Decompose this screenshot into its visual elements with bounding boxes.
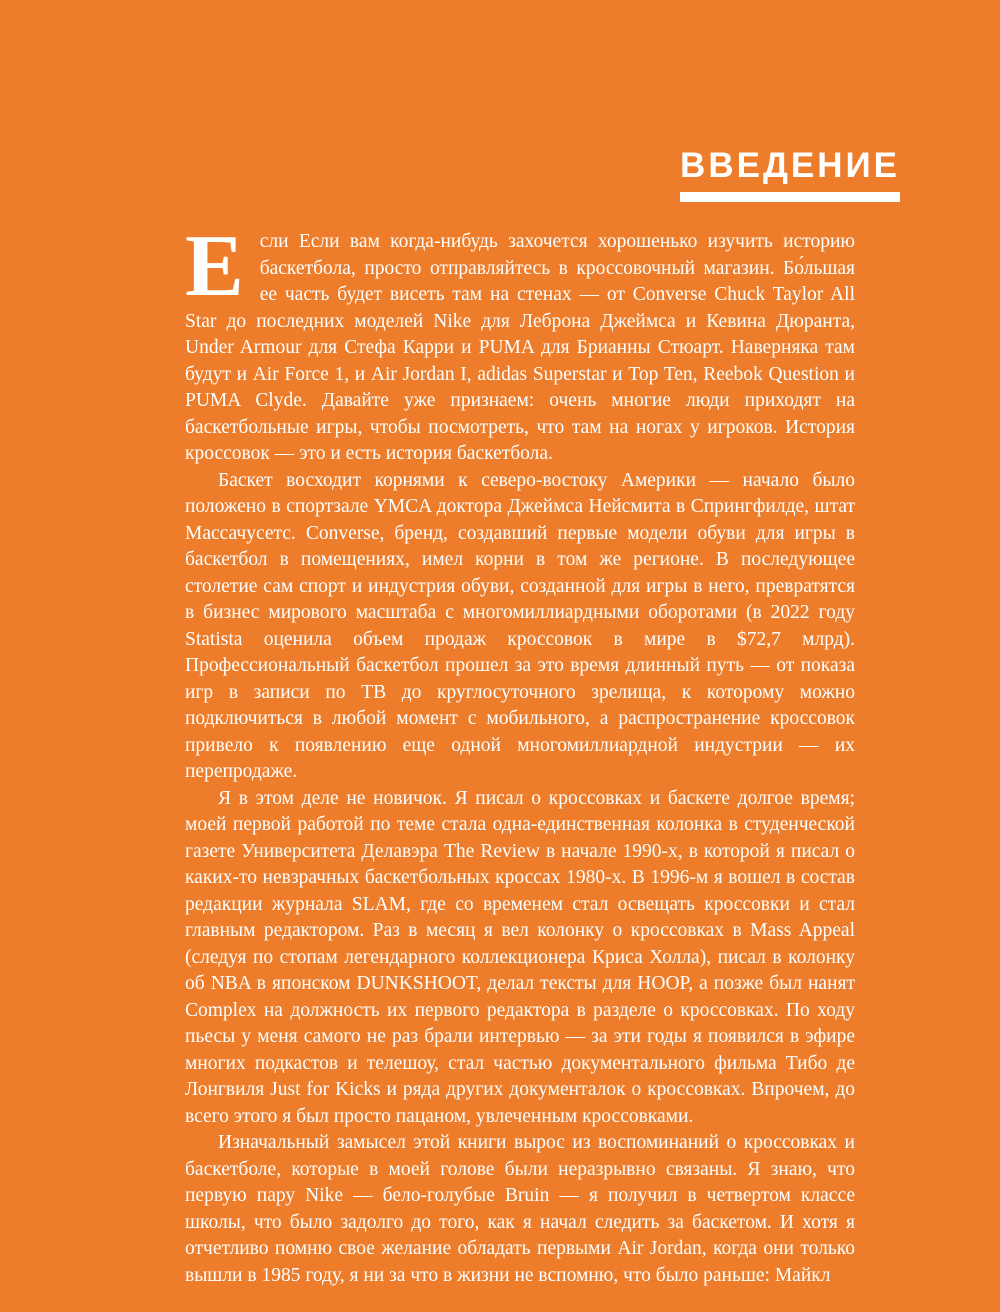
page-title: ВВЕДЕНИЕ (680, 146, 900, 185)
title-underline-bar (680, 192, 900, 202)
paragraph: Я в этом деле не новичок. Я писал о кроссовках и баскете долгое время; моей первой работой по теме стала одна-единственная колонка в студенческой газете Университета Делавэра The Review в начале 1990-х, в которой я писал о каких-то невзрачных баскетбольных кроссах 1980-х. В 1996-м я вошел в состав редакции журнала SLAM, где со временем стал освещать кроссовки и стал главным редактором. Раз в месяц я вел колонку о кроссовках в Mass Appeal (следуя по стопам легендарного коллекционера Криса Холла), писал в колонку об NBA в японском DUNKSHOOT, делал тексты для HOOP, а позже был нанят Complex на должность их первого редактора в разделе о кроссовках. По ходу пьесы у меня самого не раз брали интервью — за эти годы я появился в эфире многих подкастов и телешоу, стал частью документального фильма Тибо де Лонгвиля Just for Kicks и ряда других документалок о кроссовках. Впрочем, до всего этого я был просто пацаном, увлеченным кроссовками. (185, 787, 855, 1127)
chapter-title-block (680, 148, 900, 202)
drop-cap-letter: Е (185, 218, 244, 315)
paragraph: Баскет восходит корнями к северо-востоку Америки — начало было положено в спортзале YMCA доктора Джеймса Нейсмита в Спрингфилде, штат Массачусетс. Converse, бренд, создавший первые модели обуви для игры в баскетбол в помещениях, имел корни в том же регионе. В последующее столетие сам спорт и индустрия обуви, созданной для игры в него, превратятся в бизнес мирового масштаба с многомиллиардными оборотами (в 2022 году Statista оценила объем продаж кроссовок в мире в $72,7 млрд). Профессиональный баскетбол прошел за это время длинный путь — от показа игр в записи по ТВ до круглосуточного зрелища, к которому можно подключиться в любой момент с мобильного, а распространение кроссовок привело к появлению еще одной многомиллиардной индустрии — их перепродаже. (185, 469, 855, 782)
body-text-column (185, 218, 855, 1289)
paragraph-text: сли Если вам когда-нибудь захочется хорошенько изучить историю баскетбола, просто отправляйтесь в кроссовочный магазин. Бо́льшая ее часть будет висеть там на стенах — от Converse Chuck Taylor All Star до последних моделей Nike для Леброна Джеймса и Кевина Дюранта, Under Armour для Стефа Карри и PUMA для Брианны Стюарт. Наверняка там будут и Air Force 1, и Air Jordan I, adidas Superstar и Top Ten, Reebok Question и PUMA Clyde. Давайте уже признаем: очень многие люди приходят на баскетбольные игры, чтобы посмотреть, что там на ногах у игроков. История кроссовок — это и есть история баскетбола. (185, 231, 855, 464)
paragraph: Изначальный замысел этой книги вырос из воспоминаний о кроссовках и баскетболе, которые в моей голове были неразрывно связаны. Я знаю, что первую пару Nike — бело-голубые Bruin — я получил в четвертом классе школы, что было задолго до того, как я начал следить за баскетом. И хотя я отчетливо помню свое желание обладать первыми Air Jordan, когда они только вышли в 1985 году, я ни за что в жизни не вспомню, что было раньше: Майкл (185, 1132, 855, 1286)
paragraph (185, 218, 855, 468)
